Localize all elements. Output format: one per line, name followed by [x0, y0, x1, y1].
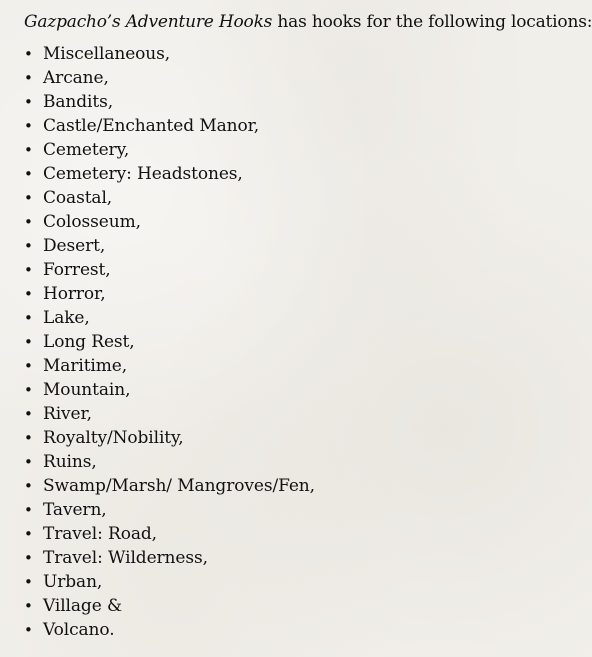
bullet-icon: • [24, 309, 33, 327]
list-item [24, 426, 590, 450]
bullet-icon: • [24, 573, 33, 591]
bullet-icon: • [24, 525, 33, 543]
intro-paragraph [24, 10, 590, 34]
list-item [24, 234, 590, 258]
list-item [24, 114, 590, 138]
bullet-icon: • [24, 357, 33, 375]
list-item [24, 210, 590, 234]
location-label: Lake, [43, 308, 90, 328]
bullet-icon: • [24, 549, 33, 567]
list-item [24, 90, 590, 114]
bullet-icon: • [24, 261, 33, 279]
bullet-icon: • [24, 237, 33, 255]
bullet-icon: • [24, 69, 33, 87]
locations-list [24, 42, 590, 642]
location-label: Travel: Wilderness, [43, 548, 208, 568]
list-item [24, 162, 590, 186]
bullet-icon: • [24, 333, 33, 351]
location-label: River, [43, 404, 92, 424]
location-label: Long Rest, [43, 332, 135, 352]
bullet-icon: • [24, 621, 33, 639]
bullet-icon: • [24, 477, 33, 495]
intro-text: has hooks for the following locations: [272, 12, 592, 32]
list-item [24, 498, 590, 522]
bullet-icon: • [24, 453, 33, 471]
bullet-icon: • [24, 165, 33, 183]
location-label: Mountain, [43, 380, 131, 400]
list-item [24, 186, 590, 210]
list-item [24, 570, 590, 594]
bullet-icon: • [24, 381, 33, 399]
list-item [24, 546, 590, 570]
bullet-icon: • [24, 93, 33, 111]
book-title: Gazpacho’s Adventure Hooks [24, 12, 273, 32]
location-label: Cemetery, [43, 140, 130, 160]
list-item [24, 450, 590, 474]
bullet-icon: • [24, 213, 33, 231]
document-body [24, 10, 590, 642]
location-label: Horror, [43, 284, 106, 304]
bullet-icon: • [24, 501, 33, 519]
location-label: Maritime, [43, 356, 128, 376]
location-label: Ruins, [43, 452, 97, 472]
location-label: Colosseum, [43, 212, 141, 232]
list-item [24, 378, 590, 402]
location-label: Coastal, [43, 188, 113, 208]
location-label: Swamp/Marsh/ Mangroves/Fen, [43, 476, 315, 496]
location-label: Castle/Enchanted Manor, [43, 116, 260, 136]
location-label: Forrest, [43, 260, 111, 280]
list-item [24, 618, 590, 642]
list-item [24, 42, 590, 66]
location-label: Volcano. [43, 620, 115, 640]
list-item [24, 66, 590, 90]
list-item [24, 354, 590, 378]
location-label: Miscellaneous, [43, 44, 171, 64]
bullet-icon: • [24, 597, 33, 615]
list-item [24, 306, 590, 330]
location-label: Royalty/Nobility, [43, 428, 184, 448]
bullet-icon: • [24, 45, 33, 63]
list-item [24, 138, 590, 162]
list-item [24, 594, 590, 618]
list-item [24, 258, 590, 282]
location-label: Village & [43, 596, 123, 616]
location-label: Tavern, [43, 500, 107, 520]
bullet-icon: • [24, 429, 33, 447]
location-label: Bandits, [43, 92, 114, 112]
location-label: Travel: Road, [43, 524, 157, 544]
bullet-icon: • [24, 117, 33, 135]
list-item [24, 330, 590, 354]
bullet-icon: • [24, 285, 33, 303]
location-label: Cemetery: Headstones, [43, 164, 243, 184]
list-item [24, 282, 590, 306]
location-label: Urban, [43, 572, 103, 592]
list-item [24, 522, 590, 546]
list-item [24, 402, 590, 426]
bullet-icon: • [24, 141, 33, 159]
location-label: Arcane, [43, 68, 109, 88]
bullet-icon: • [24, 405, 33, 423]
list-item [24, 474, 590, 498]
location-label: Desert, [43, 236, 106, 256]
bullet-icon: • [24, 189, 33, 207]
